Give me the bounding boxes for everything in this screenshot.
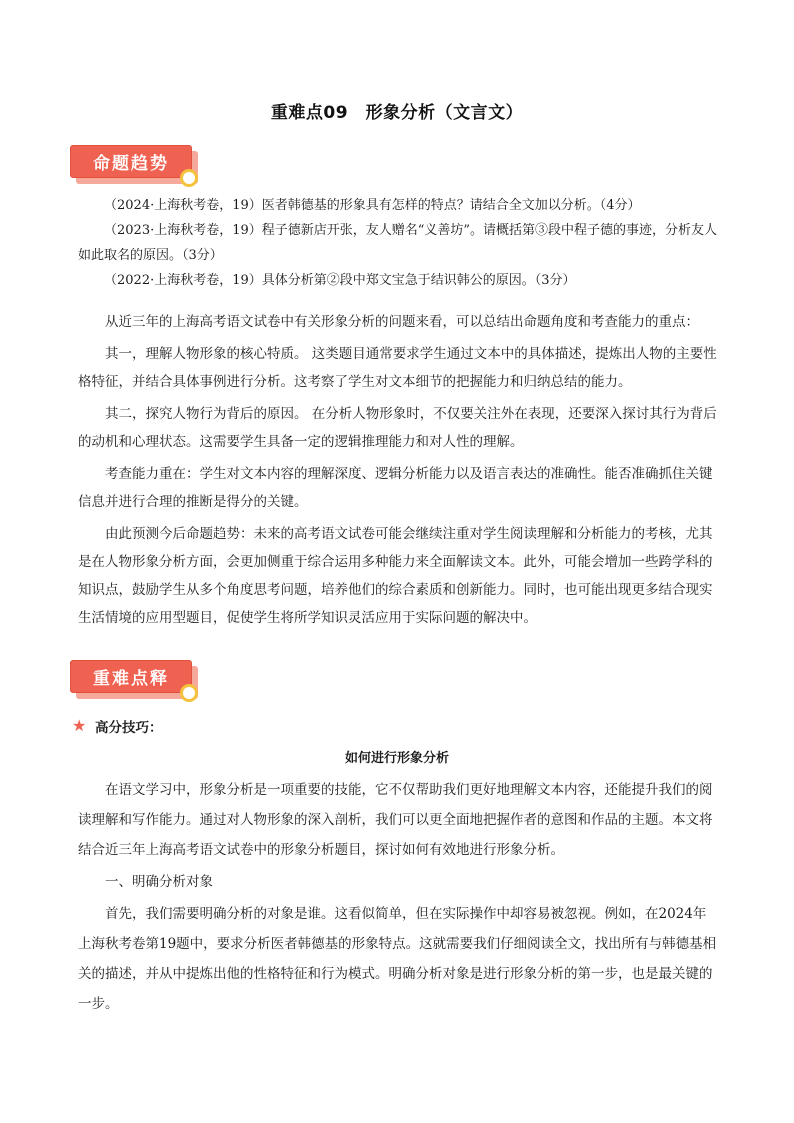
step-body: 首先，我们需要明确分析的对象是谁。这看似简单，但在实际操作中却容易被忽视。例如，在2024年上海秋考卷第19题中，要求分析医者韩德基的形象特点。这就需要我们仔细阅读全文，找出所有与韩德基相关的描述，并从中提炼出他的性格特征和行为模式。明确分析对象是进行形象分析的第一步，也是最关键的一步。: [78, 906, 717, 1012]
ring-decoration-icon: [180, 684, 198, 702]
section-badge-explain: [70, 660, 200, 698]
method-body: [78, 775, 718, 1019]
section-intro: 在语文学习中，形象分析是一项重要的技能，它不仅帮助我们更好地理解文本内容，还能提升我们的阅读理解和写作能力。通过对人物形象的深入剖析，我们可以更全面地把握作者的意图和作品的主题。本文将结合近三年上海高考语文试卷中的形象分析题目，探讨如何有效地进行形象分析。: [78, 782, 713, 858]
page-title: 重难点09 形象分析（文言文）: [270, 103, 524, 123]
question-item: （2022·上海秋考卷，19）具体分析第②段中郑文宝急于结识韩公的原因。（3分）: [104, 273, 576, 288]
trend-paragraph: 由此预测今后命题趋势：未来的高考语文试卷可能会继续注重对学生阅读理解和分析能力的考核，尤其是在人物形象分析方面，会更加侧重于综合运用多种能力来全面解读文本。此外，可能会增加一些跨学科的知识点，鼓励学生从多个角度思考问题，培养他们的综合素质和创新能力。同时，也可能出现更多结合现实生活情境的应用型题目，促使学生将所学知识灵活应用于实际问题的解决中。: [78, 526, 713, 626]
question-list: [78, 193, 718, 293]
question-item: （2024·上海秋考卷，19）医者韩德基的形象具有怎样的特点？请结合全文加以分析。（4分）: [104, 198, 641, 213]
skill-label: 高分技巧：: [95, 720, 163, 736]
point-paragraph: 其一，理解人物形象的核心特质。 这类题目通常要求学生通过文本中的具体描述，提炼出人物的主要性格特征，并结合具体事例进行分析。这考察了学生对文本细节的把握能力和归纳总结的能力。: [78, 346, 717, 390]
trend-analysis: [78, 308, 718, 632]
question-item: （2023·上海秋考卷，19）程子德新店开张，友人赠名“义善坊”。请概括第③段中程子德的事迹，分析友人如此取名的原因。（3分）: [78, 223, 718, 263]
section-heading: 如何进行形象分析: [344, 751, 449, 766]
point-paragraph: 其二，探究人物行为背后的原因。 在分析人物形象时，不仅要关注外在表现，还要深入探讨其行为背后的动机和心理状态。这需要学生具备一定的逻辑推理能力和对人性的理解。: [78, 406, 717, 450]
star-icon: ★: [72, 716, 87, 735]
section-badge-trend: [70, 145, 200, 183]
intro-paragraph: 从近三年的上海高考语文试卷中有关形象分析的问题来看，可以总结出命题角度和考查能力的重点：: [105, 314, 699, 330]
ring-decoration-icon: [180, 169, 198, 187]
ability-paragraph: 考查能力重在：学生对文本内容的理解深度、逻辑分析能力以及语言表达的准确性。能否准确抓住关键信息并进行合理的推断是得分的关键。: [78, 466, 713, 510]
badge-label: 重难点释: [93, 669, 169, 689]
badge-label: 命题趋势: [93, 154, 169, 174]
step-title: 一、明确分析对象: [105, 874, 213, 890]
